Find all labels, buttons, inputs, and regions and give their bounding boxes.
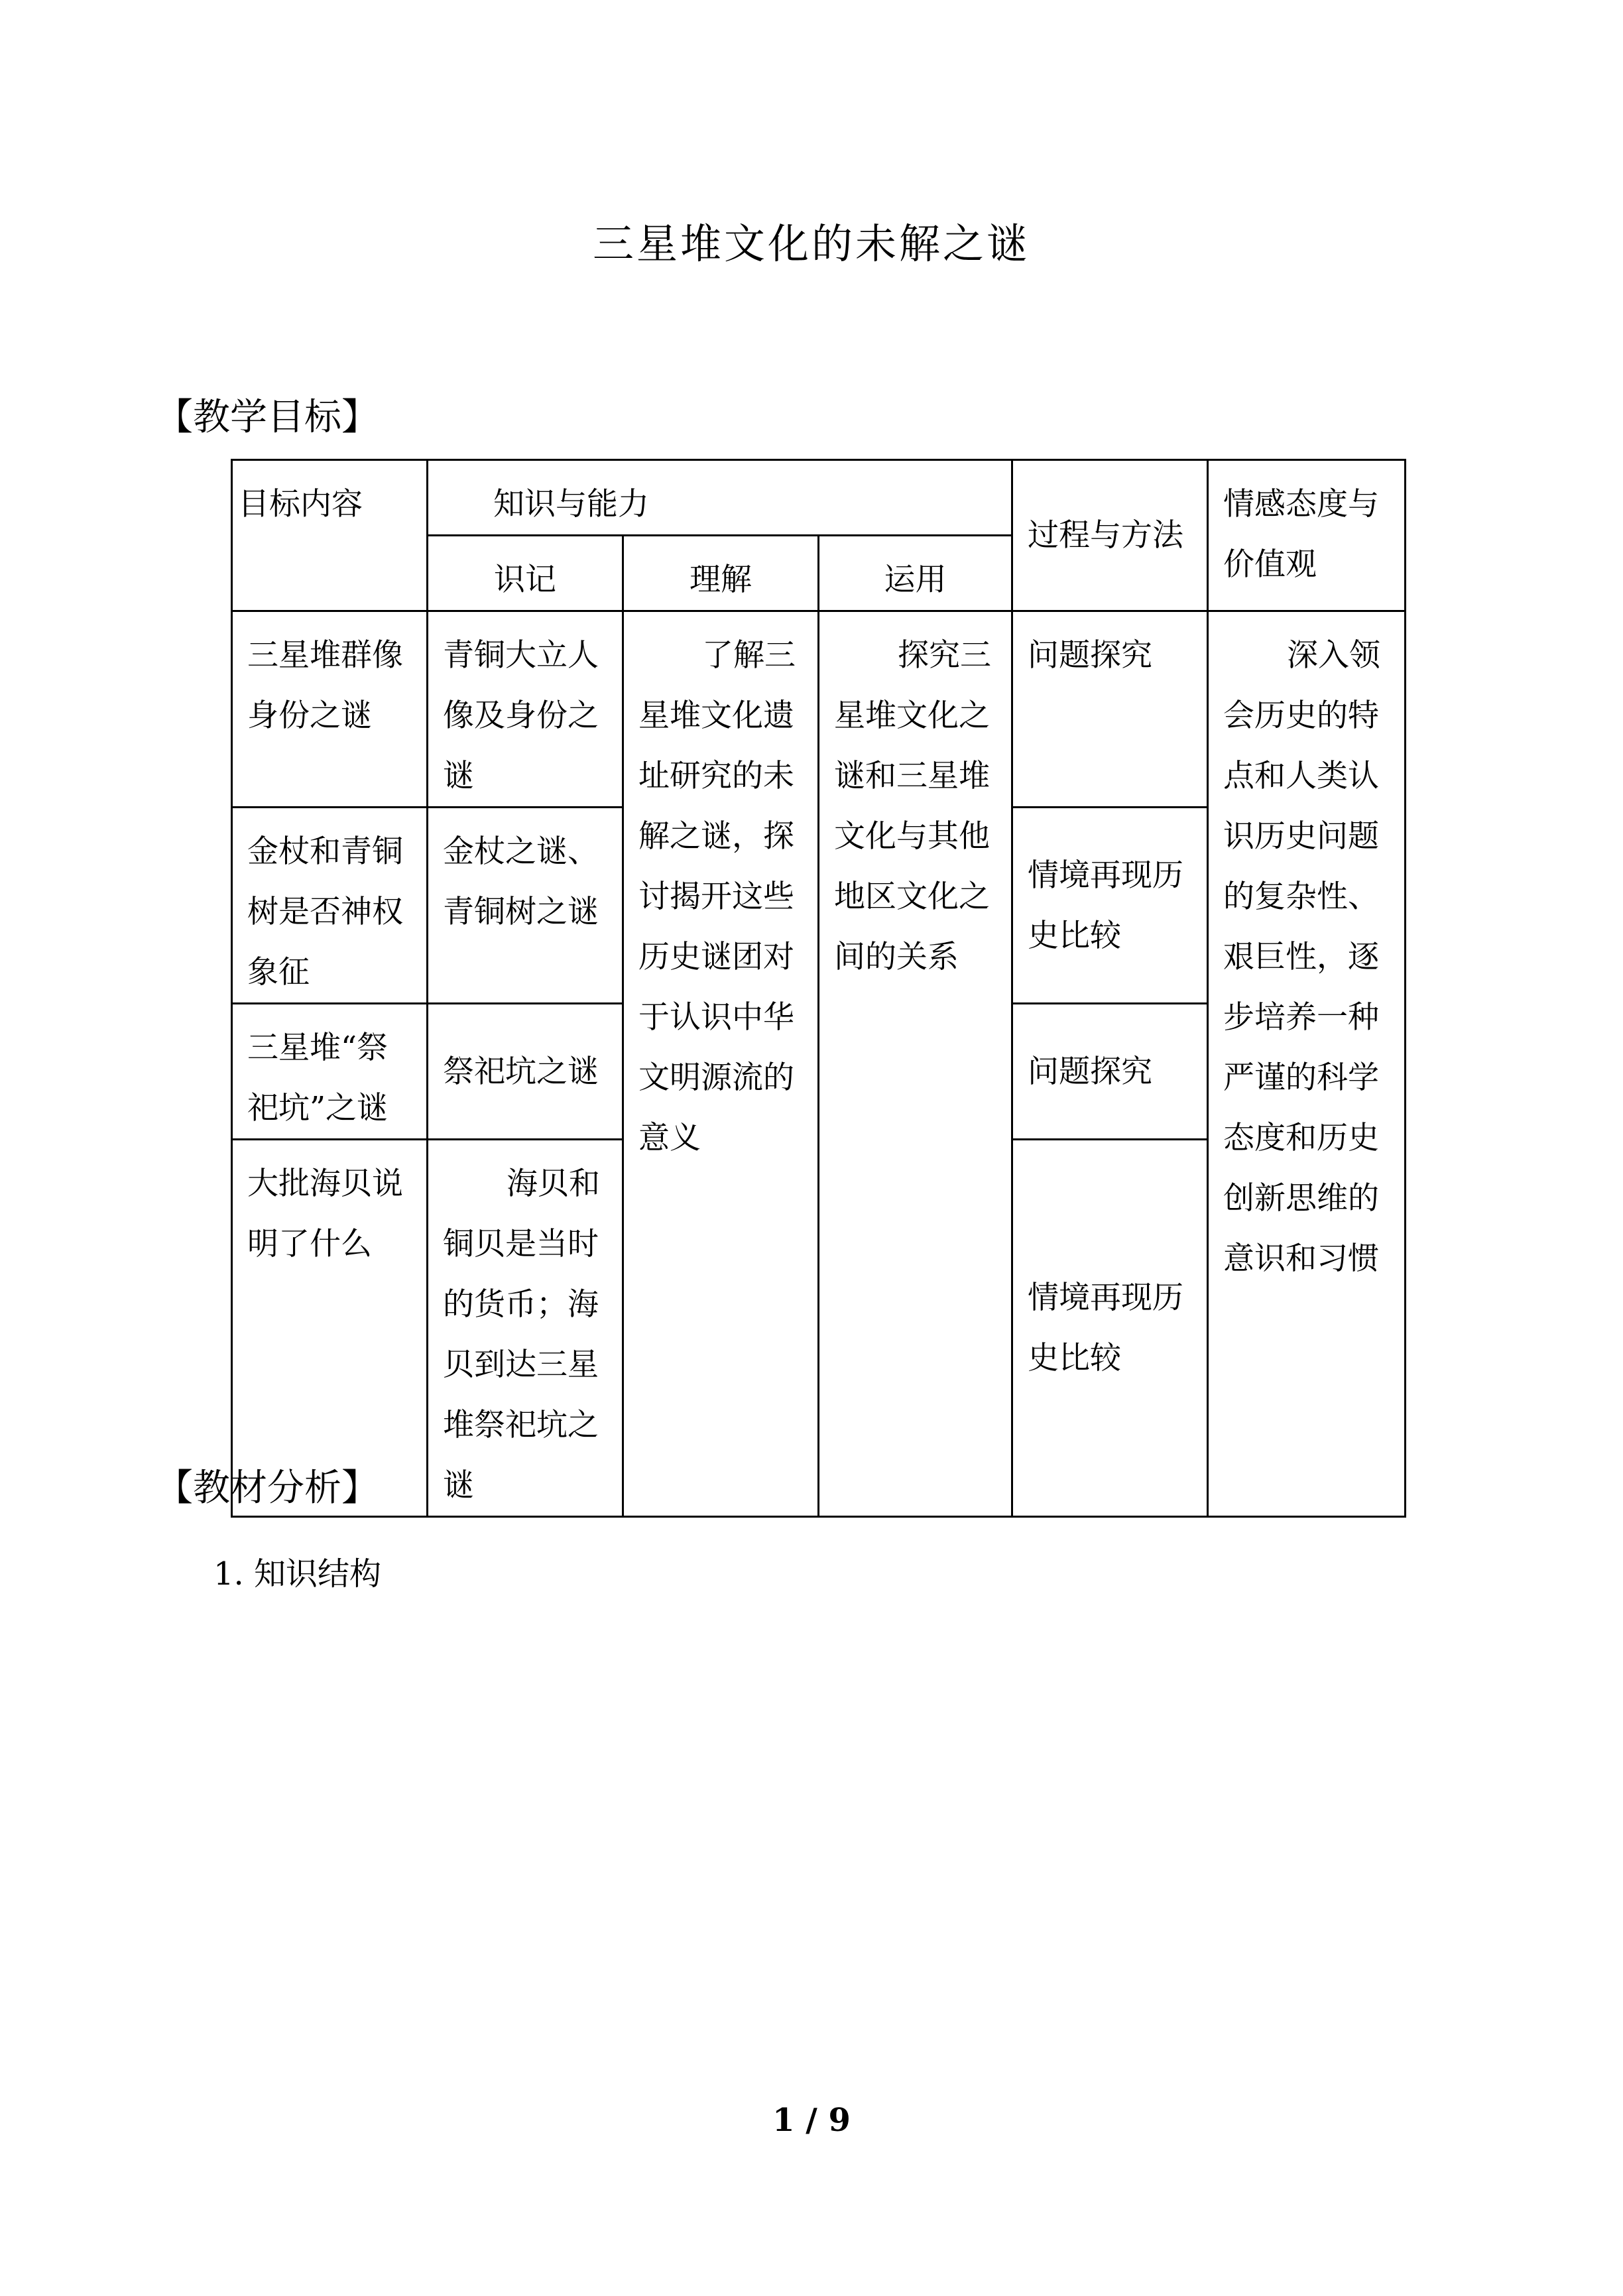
row-1-recall: 青铜大立人像及身份之谜 [428,611,623,808]
header-recall: 识记 [428,536,623,611]
row-3-recall: 祭祀坑之谜 [428,1004,623,1140]
section-heading-teaching-goals: 【教学目标】 [156,396,379,439]
header-understand: 理解 [623,536,819,611]
page-title: 三星堆文化的未解之谜 [592,219,1030,268]
row-4-recall: 海贝和铜贝是当时的货币；海贝到达三星堆祭祀坑之谜 [428,1140,623,1517]
row-2-recall: 金杖之谜、青铜树之谜 [428,808,623,1004]
header-emotion-values: 情感态度与价值观 [1208,460,1406,611]
header-process-method: 过程与方法 [1012,460,1208,611]
row-4-process: 情境再现历史比较 [1012,1140,1208,1517]
header-knowledge-ability: 知识与能力 [428,460,1012,536]
subheading-knowledge-structure: 1. 知识结构 [213,1555,382,1593]
row-4-topic: 大批海贝说明了什么 [232,1140,428,1517]
row-2-process: 情境再现历史比较 [1012,808,1208,1004]
row-3-topic: 三星堆“祭祀坑”之谜 [232,1004,428,1140]
row-2-topic: 金杖和青铜树是否神权象征 [232,808,428,1004]
emotion-values-cell: 深入领会历史的特点和人类认识历史问题的复杂性、艰巨性，逐步培养一种严谨的科学态度和历史创新思维的意识和习惯 [1208,611,1406,1517]
apply-cell: 探究三星堆文化之谜和三星堆文化与其他地区文化之间的关系 [819,611,1012,1517]
row-1-topic: 三星堆群像身份之谜 [232,611,428,808]
row-1-process: 问题探究 [1012,611,1208,808]
teaching-goals-table [231,459,1406,1518]
page-number: 1 / 9 [772,2102,851,2139]
section-heading-material-analysis: 【教材分析】 [156,1467,379,1510]
understand-cell: 了解三星堆文化遗址研究的未解之谜，探讨揭开这些历史谜团对于认识中华文明源流的意义 [623,611,819,1517]
row-3-process: 问题探究 [1012,1004,1208,1140]
header-goal-content: 目标内容 [232,460,428,611]
header-apply: 运用 [819,536,1012,611]
